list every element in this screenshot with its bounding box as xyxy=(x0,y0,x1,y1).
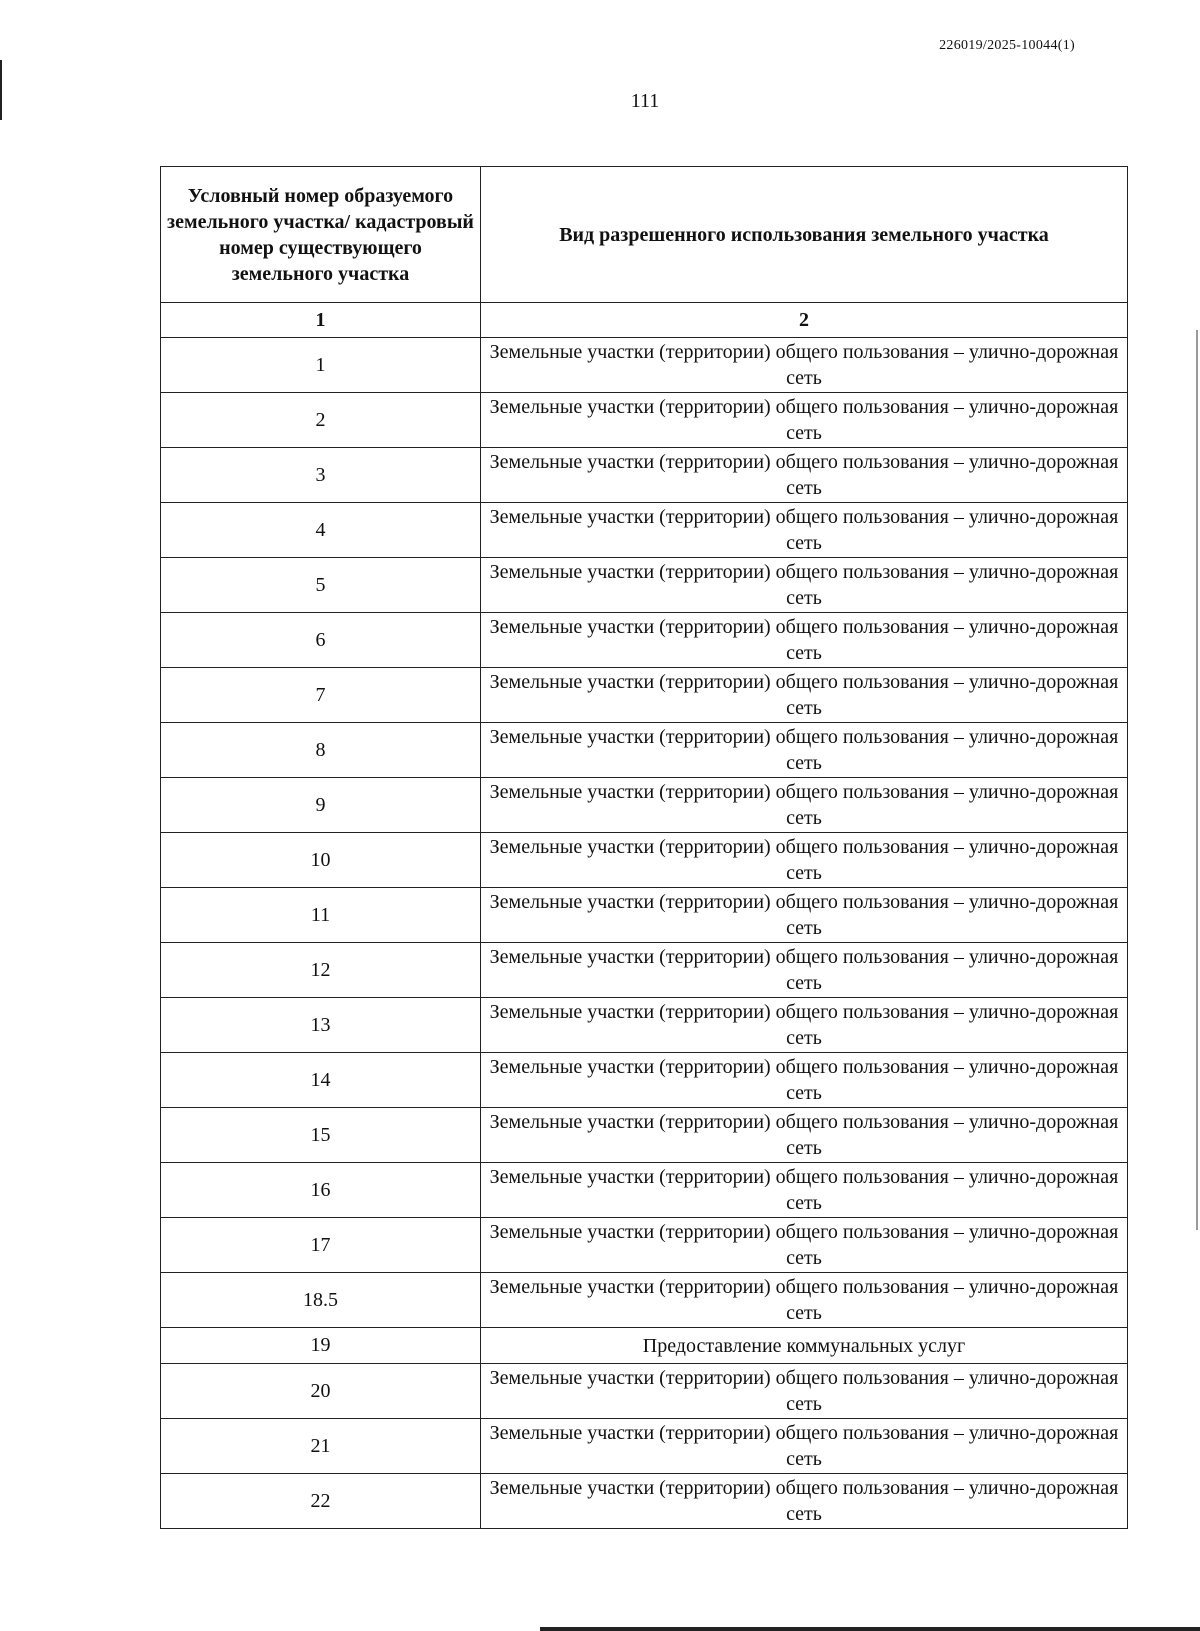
cell-permitted-use: Земельные участки (территории) общего пользования – улично-дорожная сеть xyxy=(481,558,1128,613)
table-row xyxy=(161,1419,1128,1474)
table-row xyxy=(161,503,1128,558)
cell-plot-number: 7 xyxy=(161,668,481,723)
cell-plot-number: 19 xyxy=(161,1328,481,1364)
cell-permitted-use: Земельные участки (территории) общего пользования – улично-дорожная сеть xyxy=(481,833,1128,888)
cell-plot-number: 3 xyxy=(161,448,481,503)
table-row xyxy=(161,448,1128,503)
column-number-row xyxy=(161,303,1128,338)
cell-plot-number: 21 xyxy=(161,1419,481,1474)
table-row xyxy=(161,998,1128,1053)
column-number-1: 1 xyxy=(161,303,481,338)
table-row xyxy=(161,1364,1128,1419)
cell-plot-number: 1 xyxy=(161,338,481,393)
cell-plot-number: 14 xyxy=(161,1053,481,1108)
cell-plot-number: 17 xyxy=(161,1218,481,1273)
table-row xyxy=(161,338,1128,393)
cell-permitted-use: Земельные участки (территории) общего пользования – улично-дорожная сеть xyxy=(481,1273,1128,1328)
cell-plot-number: 22 xyxy=(161,1474,481,1529)
cell-permitted-use: Земельные участки (территории) общего пользования – улично-дорожная сеть xyxy=(481,723,1128,778)
table-row xyxy=(161,613,1128,668)
cell-permitted-use: Земельные участки (территории) общего пользования – улично-дорожная сеть xyxy=(481,448,1128,503)
table-row xyxy=(161,558,1128,613)
cell-permitted-use: Предоставление коммунальных услуг xyxy=(481,1328,1128,1364)
cell-permitted-use: Земельные участки (территории) общего пользования – улично-дорожная сеть xyxy=(481,943,1128,998)
cell-permitted-use: Земельные участки (территории) общего пользования – улично-дорожная сеть xyxy=(481,613,1128,668)
page-number: 111 xyxy=(630,90,660,112)
cell-permitted-use: Земельные участки (территории) общего пользования – улично-дорожная сеть xyxy=(481,668,1128,723)
cell-permitted-use: Земельные участки (территории) общего пользования – улично-дорожная сеть xyxy=(481,888,1128,943)
cell-permitted-use: Земельные участки (территории) общего пользования – улично-дорожная сеть xyxy=(481,1053,1128,1108)
cell-permitted-use: Земельные участки (территории) общего пользования – улично-дорожная сеть xyxy=(481,1218,1128,1273)
cell-plot-number: 2 xyxy=(161,393,481,448)
cell-plot-number: 10 xyxy=(161,833,481,888)
table-row xyxy=(161,723,1128,778)
cell-permitted-use: Земельные участки (территории) общего пользования – улично-дорожная сеть xyxy=(481,1419,1128,1474)
header-row xyxy=(161,167,1128,303)
table-row xyxy=(161,943,1128,998)
cell-permitted-use: Земельные участки (территории) общего пользования – улично-дорожная сеть xyxy=(481,393,1128,448)
cell-plot-number: 5 xyxy=(161,558,481,613)
table-row xyxy=(161,778,1128,833)
cell-plot-number: 6 xyxy=(161,613,481,668)
cell-permitted-use: Земельные участки (территории) общего пользования – улично-дорожная сеть xyxy=(481,998,1128,1053)
land-use-table xyxy=(160,166,1128,1529)
column-number-2: 2 xyxy=(481,303,1128,338)
cell-permitted-use: Земельные участки (территории) общего пользования – улично-дорожная сеть xyxy=(481,1364,1128,1419)
table-row xyxy=(161,1474,1128,1529)
cell-plot-number: 12 xyxy=(161,943,481,998)
scan-edge-mark-left xyxy=(0,60,2,120)
table-body xyxy=(161,338,1128,1529)
cell-permitted-use: Земельные участки (территории) общего пользования – улично-дорожная сеть xyxy=(481,1474,1128,1529)
scan-edge-mark-right xyxy=(1196,330,1198,1230)
header-permitted-use: Вид разрешенного использования земельного участка xyxy=(481,167,1128,303)
cell-permitted-use: Земельные участки (территории) общего пользования – улично-дорожная сеть xyxy=(481,778,1128,833)
cell-permitted-use: Земельные участки (территории) общего пользования – улично-дорожная сеть xyxy=(481,503,1128,558)
cell-plot-number: 20 xyxy=(161,1364,481,1419)
cell-permitted-use: Земельные участки (территории) общего пользования – улично-дорожная сеть xyxy=(481,1163,1128,1218)
table-row xyxy=(161,833,1128,888)
cell-permitted-use: Земельные участки (территории) общего пользования – улично-дорожная сеть xyxy=(481,338,1128,393)
cell-plot-number: 15 xyxy=(161,1108,481,1163)
cell-plot-number: 13 xyxy=(161,998,481,1053)
document-number: 226019/2025-10044(1) xyxy=(939,38,1075,53)
cell-plot-number: 4 xyxy=(161,503,481,558)
table-header xyxy=(161,167,1128,338)
table-row xyxy=(161,1163,1128,1218)
table-row xyxy=(161,393,1128,448)
table-row xyxy=(161,1328,1128,1364)
cell-permitted-use: Земельные участки (территории) общего пользования – улично-дорожная сеть xyxy=(481,1108,1128,1163)
cell-plot-number: 16 xyxy=(161,1163,481,1218)
scan-edge-mark-bottom xyxy=(540,1627,1200,1631)
table-row xyxy=(161,668,1128,723)
cell-plot-number: 9 xyxy=(161,778,481,833)
cell-plot-number: 8 xyxy=(161,723,481,778)
table-row xyxy=(161,1273,1128,1328)
header-cadastral-number: Условный номер образуемого земельного участка/ кадастровый номер существующего земельного участка xyxy=(161,167,481,303)
table-row xyxy=(161,1053,1128,1108)
table-row xyxy=(161,1108,1128,1163)
table-row xyxy=(161,1218,1128,1273)
cell-plot-number: 11 xyxy=(161,888,481,943)
table-row xyxy=(161,888,1128,943)
cell-plot-number: 18.5 xyxy=(161,1273,481,1328)
